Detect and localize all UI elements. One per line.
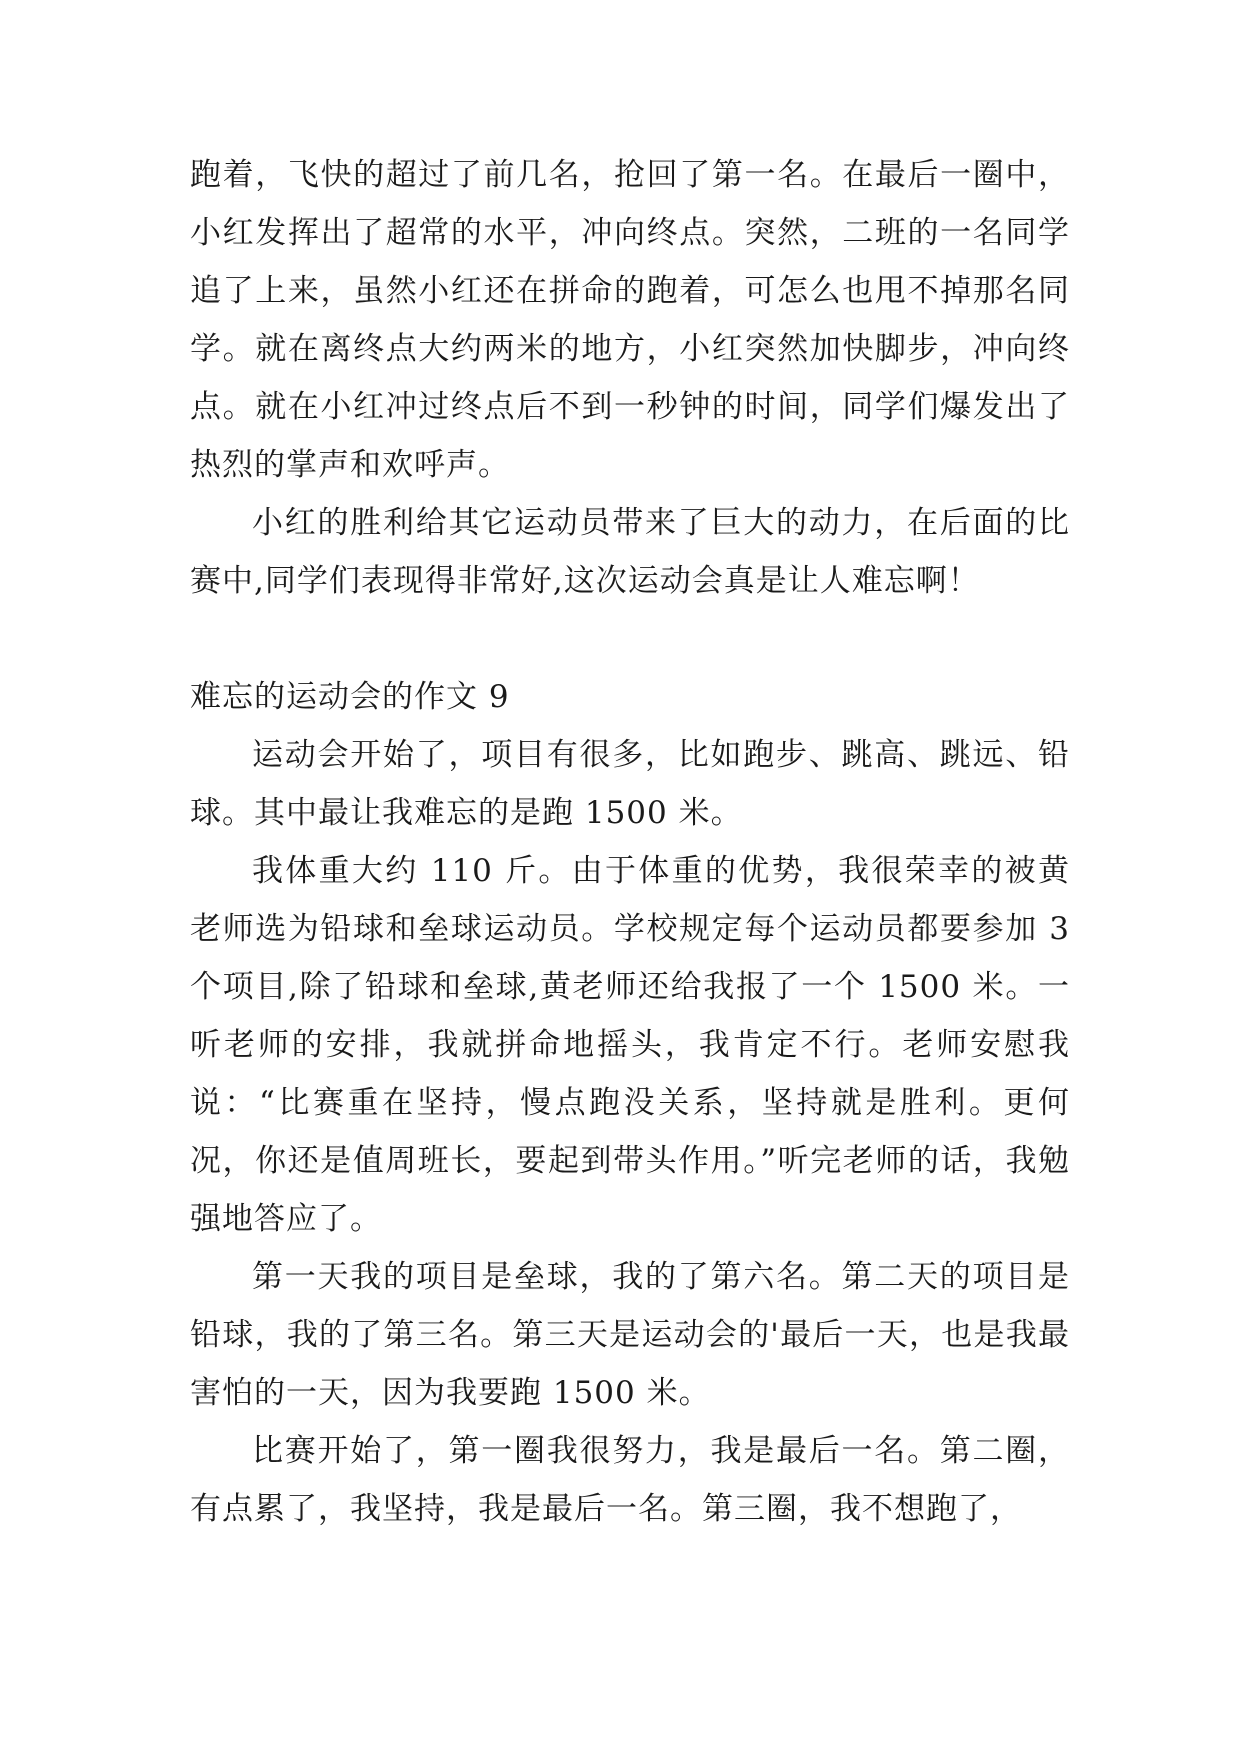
paragraph-race-start: 比赛开始了，第一圈我很努力，我是最后一名。第二圈，有点累了，我坚持，我是最后一名。第三圈，我不想跑了， <box>190 1433 1070 1527</box>
paragraph-intro: 运动会开始了，项目有很多，比如跑步、跳高、跳远、铅球。其中最让我难忘的是跑 1500 米。 <box>190 737 1070 831</box>
document-page <box>190 146 1070 1538</box>
section-spacer <box>190 610 1070 668</box>
paragraph-conclusion: 小红的胜利给其它运动员带来了巨大的动力，在后面的比赛中,同学们表现得非常好,这次运动会真是让人难忘啊！ <box>190 505 1070 599</box>
section-title: 难忘的运动会的作文 9 <box>190 679 510 715</box>
paragraph-race-finish: 跑着，飞快的超过了前几名，抢回了第一名。在最后一圈中，小红发挥出了超常的水平，冲向终点。突然，二班的一名同学追了上来，虽然小红还在拼命的跑着，可怎么也甩不掉那名同学。就在离终点大约两米的地方，小红突然加快脚步，冲向终点。就在小红冲过终点后不到一秒钟的时间，同学们爆发出了热烈的掌声和欢呼声。 <box>190 157 1070 483</box>
paragraph-days: 第一天我的项目是垒球，我的了第六名。第二天的项目是铅球，我的了第三名。第三天是运动会的'最后一天，也是我最害怕的一天，因为我要跑 1500 米。 <box>190 1259 1070 1411</box>
paragraph-selection: 我体重大约 110 斤。由于体重的优势，我很荣幸的被黄老师选为铅球和垒球运动员。学校规定每个运动员都要参加 3 个项目,除了铅球和垒球,黄老师还给我报了一个 1500 米。一听老师的安排，我就拼命地摇头，我肯定不行。老师安慰我说：“比赛重在坚持，慢点跑没关系，坚持就是胜利。更何况，你还是值周班长，要起到带头作用。”听完老师的话，我勉强地答应了。 <box>190 853 1070 1237</box>
